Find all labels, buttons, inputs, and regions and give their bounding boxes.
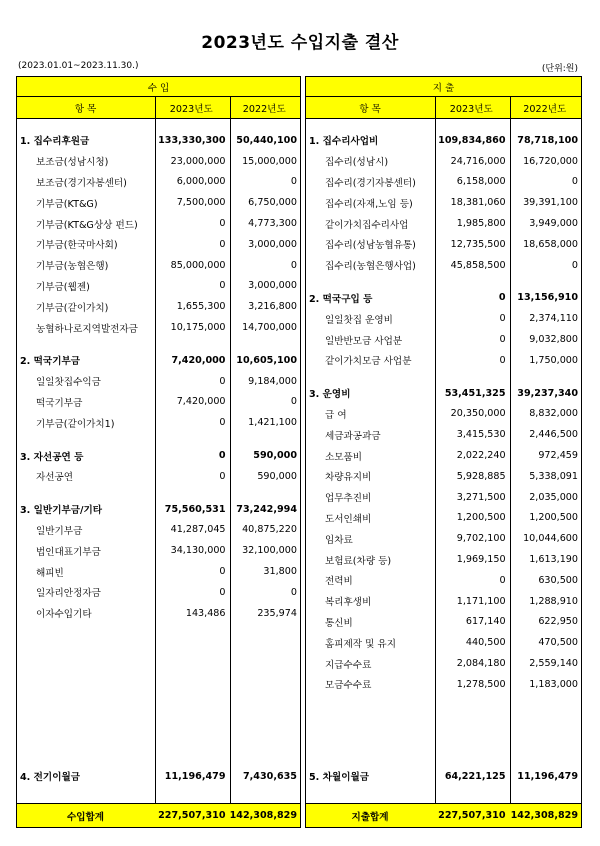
value-2022: 1,183,000 xyxy=(529,678,579,690)
value-2022: 1,200,500 xyxy=(529,512,579,524)
value-2022: 590,000 xyxy=(257,470,297,482)
item-label: 기부금(KT&G) xyxy=(36,198,98,210)
expense-item-row xyxy=(306,549,581,570)
item-label: 기부금(한국마사회) xyxy=(36,240,118,252)
income-total-row xyxy=(17,803,300,827)
value-2022: 2,559,140 xyxy=(529,658,579,670)
expense-carry-row xyxy=(306,766,581,787)
value-2022: 2,446,500 xyxy=(529,429,579,441)
value-2022: 3,949,000 xyxy=(529,218,579,230)
value-2023: 53,451,325 xyxy=(444,387,506,399)
value-2023: 1,278,500 xyxy=(456,678,506,690)
value-2023: 0 xyxy=(219,218,226,230)
value-2023: 3,271,500 xyxy=(456,491,506,503)
value-2022: 39,237,340 xyxy=(517,387,578,399)
value-2022: 9,184,000 xyxy=(248,375,297,387)
item-label: 같이가치집수리사업 xyxy=(325,219,409,231)
value-2023: 10,175,000 xyxy=(170,322,226,334)
value-2023: 0 xyxy=(219,238,226,250)
value-2023: 3,415,530 xyxy=(456,429,506,441)
value-2022: 78,718,100 xyxy=(517,134,578,146)
value-2022: 1,288,910 xyxy=(529,595,579,607)
item-label: 기부금(같이가치1) xyxy=(36,418,115,430)
expense-col-2023: 2023년도 xyxy=(449,103,493,115)
value-2023: 5,928,885 xyxy=(456,470,506,482)
item-label: 일일찻집수익금 xyxy=(36,377,101,389)
expense-item-row xyxy=(306,466,581,487)
value-2023: 2,022,240 xyxy=(456,450,506,462)
value-2022: 50,440,100 xyxy=(236,134,297,146)
value-2023: 0 xyxy=(499,313,506,325)
value-2023: 45,858,500 xyxy=(450,259,506,271)
item-label: 일일찻집 운영비 xyxy=(325,314,393,326)
income-item-row xyxy=(17,255,300,276)
income-item-row xyxy=(17,466,300,487)
expense-total-label: 지출합계 xyxy=(351,811,389,823)
value-2023: 109,834,860 xyxy=(438,134,506,146)
value-2022: 3,000,000 xyxy=(248,238,297,250)
expense-total-2022: 142,308,829 xyxy=(510,810,578,821)
value-2023: 617,140 xyxy=(465,616,506,628)
value-2023: 6,158,000 xyxy=(456,176,506,188)
value-2022: 972,459 xyxy=(538,450,579,462)
income-item-row xyxy=(17,317,300,338)
value-2023: 7,420,000 xyxy=(171,354,226,366)
item-label: 일자리안정자금 xyxy=(36,588,101,600)
income-item-row xyxy=(17,582,300,603)
income-group-row xyxy=(17,350,300,371)
expense-group-row xyxy=(306,130,581,151)
item-label: 기부금(농협은행) xyxy=(36,261,109,273)
income-group-row xyxy=(17,130,300,151)
value-2023: 0 xyxy=(498,292,506,304)
item-label: 농협하나로지역발전자금 xyxy=(36,323,138,335)
group-title: 2. 떡국구입 등 xyxy=(309,293,373,305)
value-2022: 32,100,000 xyxy=(242,545,297,557)
spacer xyxy=(306,371,581,383)
income-total-label: 수입합계 xyxy=(66,811,105,823)
item-label: 법인대표기부금 xyxy=(36,546,101,558)
item-label: 급 여 xyxy=(325,409,347,421)
expense-col-item: 항 목 xyxy=(359,103,381,115)
item-label: 도서인쇄비 xyxy=(325,513,372,525)
income-item-row xyxy=(17,412,300,433)
income-item-row xyxy=(17,151,300,172)
expense-item-row xyxy=(306,508,581,529)
item-label: 전력비 xyxy=(325,576,353,588)
expense-item-row xyxy=(306,487,581,508)
item-label: 자선공연 xyxy=(36,472,74,484)
expense-item-row xyxy=(306,612,581,633)
item-label: 집수리(농협은행사업) xyxy=(325,261,416,273)
item-label: 기부금(같이가치) xyxy=(36,302,109,314)
value-2023: 0 xyxy=(499,574,506,586)
item-label: 임차료 xyxy=(325,534,353,546)
spacer xyxy=(306,118,581,130)
income-col-2022: 2022년도 xyxy=(242,103,286,115)
value-2022: 73,242,994 xyxy=(236,503,297,515)
value-2022: 13,156,910 xyxy=(517,292,578,304)
value-2023: 0 xyxy=(219,280,226,292)
group-title: 3. 자선공연 등 xyxy=(20,451,84,463)
value-2022: 10,605,100 xyxy=(236,354,297,366)
income-item-row xyxy=(17,603,300,624)
value-2022: 0 xyxy=(571,176,579,188)
value-2023: 133,330,300 xyxy=(158,134,226,146)
item-label: 통신비 xyxy=(325,617,353,629)
value-2023: 0 xyxy=(219,566,226,578)
expense-column-header xyxy=(306,97,581,119)
expense-item-row xyxy=(306,674,581,695)
income-item-row xyxy=(17,561,300,582)
value-2023: 34,130,000 xyxy=(170,545,226,557)
value-2022: 0 xyxy=(571,259,579,271)
income-header xyxy=(17,77,300,97)
value-2022: 3,000,000 xyxy=(248,280,297,292)
value-2023: 0 xyxy=(219,586,226,598)
item-label: 차량유지비 xyxy=(325,472,372,484)
item-label: 보험료(차량 등) xyxy=(325,555,392,567)
expense-item-row xyxy=(306,570,581,591)
item-label: 소모품비 xyxy=(325,451,363,463)
value-2023: 6,000,000 xyxy=(176,176,226,188)
income-item-row xyxy=(17,371,300,392)
value-2023: 7,420,000 xyxy=(176,396,226,408)
value-2023: 0 xyxy=(219,417,226,429)
value-2022: 16,720,000 xyxy=(523,155,579,167)
value-2023: 75,560,531 xyxy=(164,503,226,515)
expense-body xyxy=(306,118,581,804)
value-2023: 64,221,125 xyxy=(444,770,506,782)
spacer xyxy=(17,338,300,350)
value-2023: 440,500 xyxy=(465,637,506,649)
expense-item-row xyxy=(306,404,581,425)
value-2023: 7,500,000 xyxy=(176,197,226,209)
value-2023: 0 xyxy=(218,450,226,462)
group-title: 1. 집수리사업비 xyxy=(309,136,379,148)
value-2023: 85,000,000 xyxy=(170,259,226,271)
income-item-row xyxy=(17,392,300,413)
group-title: 1. 집수리후원금 xyxy=(20,136,90,148)
value-2023: 18,381,060 xyxy=(450,197,506,209)
value-2023: 41,287,045 xyxy=(170,524,226,536)
value-2022: 10,044,600 xyxy=(523,533,579,545)
income-group-row xyxy=(17,445,300,466)
expense-header xyxy=(306,77,581,97)
value-2022: 2,374,110 xyxy=(529,313,579,325)
value-2022: 5,338,091 xyxy=(529,470,579,482)
income-item-row xyxy=(17,213,300,234)
value-2023: 1,200,500 xyxy=(456,512,506,524)
income-total-2022: 142,308,829 xyxy=(229,810,297,821)
item-label: 이자수입기타 xyxy=(36,609,92,621)
value-2022: 622,950 xyxy=(538,616,579,628)
expense-item-row xyxy=(306,445,581,466)
value-2023: 0 xyxy=(499,334,506,346)
expense-item-row xyxy=(306,591,581,612)
item-label: 홈피제작 및 유지 xyxy=(325,638,396,650)
value-2022: 9,032,800 xyxy=(529,334,579,346)
item-label: 보조금(성남시청) xyxy=(36,157,109,169)
expense-item-row xyxy=(306,653,581,674)
income-col-item: 항 목 xyxy=(74,103,97,115)
expense-total-row xyxy=(306,803,581,827)
expense-item-row xyxy=(306,350,581,371)
value-2023: 0 xyxy=(219,470,226,482)
income-body xyxy=(17,118,300,804)
expense-item-row xyxy=(306,424,581,445)
item-label: 기부금(웹젠) xyxy=(36,281,90,293)
value-2022: 2,035,000 xyxy=(529,491,579,503)
value-2022: 1,613,190 xyxy=(529,554,579,566)
value-2022: 18,658,000 xyxy=(523,238,579,250)
value-2022: 3,216,800 xyxy=(248,301,297,313)
expense-group-row xyxy=(306,288,581,309)
spacer xyxy=(17,433,300,445)
spacer xyxy=(17,487,300,499)
item-label: 해피빈 xyxy=(36,567,64,579)
value-2023: 143,486 xyxy=(185,607,226,619)
income-carry-row xyxy=(17,766,300,787)
income-col-2023: 2023년도 xyxy=(169,103,213,115)
expense-item-row xyxy=(306,632,581,653)
income-item-row xyxy=(17,234,300,255)
value-2023: 24,716,000 xyxy=(450,155,506,167)
value-2022: 1,421,100 xyxy=(248,417,297,429)
settlement-sheet xyxy=(16,76,582,828)
income-item-row xyxy=(17,540,300,561)
value-2022: 1,750,000 xyxy=(529,354,579,366)
value-2023: 20,350,000 xyxy=(450,408,506,420)
expense-group-row xyxy=(306,383,581,404)
value-2023: 9,702,100 xyxy=(456,533,506,545)
expense-item-row xyxy=(306,192,581,213)
value-2022: 4,773,300 xyxy=(248,218,297,230)
value-2022: 590,000 xyxy=(253,450,297,462)
item-label: 집수리(성남시) xyxy=(325,157,389,169)
expense-item-row xyxy=(306,172,581,193)
income-item-row xyxy=(17,172,300,193)
value-2023: 1,655,300 xyxy=(176,301,226,313)
value-2022: 0 xyxy=(290,396,297,408)
expense-item-row xyxy=(306,255,581,276)
group-title: 3. 일반기부금/기타 xyxy=(20,505,103,517)
income-carry-section xyxy=(17,766,300,787)
value-2022: 31,800 xyxy=(263,566,297,578)
expense-item-row xyxy=(306,213,581,234)
income-table xyxy=(16,76,301,828)
item-label: 집수리(자재,노임 등) xyxy=(325,198,413,210)
value-2022: 39,391,100 xyxy=(523,197,579,209)
value-2023: 0 xyxy=(219,375,226,387)
item-label: 세금과공과금 xyxy=(325,430,381,442)
expense-header-label: 지 출 xyxy=(432,82,455,94)
income-item-row xyxy=(17,192,300,213)
expense-table xyxy=(305,76,582,828)
income-item-row xyxy=(17,520,300,541)
item-label: 복리후생비 xyxy=(325,597,372,609)
period-label: (2023.01.01~2023.11.30.) xyxy=(18,61,139,71)
value-2023: 1,985,800 xyxy=(456,218,506,230)
value-2022: 8,832,000 xyxy=(529,408,579,420)
group-title: 5. 차월이월금 xyxy=(309,772,369,784)
item-label: 일반반모금 사업분 xyxy=(325,335,403,347)
value-2022: 0 xyxy=(290,586,297,598)
expense-item-row xyxy=(306,151,581,172)
value-2022: 11,196,479 xyxy=(517,770,578,782)
value-2023: 1,171,100 xyxy=(456,595,506,607)
value-2022: 15,000,000 xyxy=(242,155,297,167)
item-label: 집수리(성남농협유통) xyxy=(325,240,416,252)
value-2023: 2,084,180 xyxy=(456,658,506,670)
value-2023: 11,196,479 xyxy=(164,770,226,782)
unit-label: (단위:원) xyxy=(541,64,578,74)
item-label: 업무추진비 xyxy=(325,493,372,505)
expense-col-2022: 2022년도 xyxy=(523,103,567,115)
value-2023: 1,969,150 xyxy=(456,554,506,566)
value-2022: 630,500 xyxy=(538,574,579,586)
value-2023: 23,000,000 xyxy=(170,155,226,167)
item-label: 보조금(경기자봉센터) xyxy=(36,177,127,189)
expense-item-row xyxy=(306,329,581,350)
income-item-row xyxy=(17,276,300,297)
income-column-header xyxy=(17,97,300,119)
group-title: 2. 떡국기부금 xyxy=(20,356,80,368)
expense-item-row xyxy=(306,234,581,255)
income-header-label: 수 입 xyxy=(147,82,170,94)
value-2022: 0 xyxy=(290,259,297,271)
group-title: 4. 전기이월금 xyxy=(20,772,80,784)
spacer xyxy=(306,276,581,288)
item-label: 일반기부금 xyxy=(36,525,83,537)
value-2022: 0 xyxy=(290,176,297,188)
value-2022: 470,500 xyxy=(538,637,579,649)
group-title: 3. 운영비 xyxy=(309,389,351,401)
value-2022: 6,750,000 xyxy=(248,197,297,209)
page-title: 2023년도 수입지출 결산 xyxy=(201,33,399,53)
income-item-row xyxy=(17,296,300,317)
expense-item-row xyxy=(306,528,581,549)
item-label: 기부금(KT&G상상 펀드) xyxy=(36,219,138,231)
item-label: 집수리(경기자봉센터) xyxy=(325,177,416,189)
spacer xyxy=(17,118,300,130)
value-2022: 7,430,635 xyxy=(242,770,297,782)
value-2022: 235,974 xyxy=(257,607,297,619)
item-label: 모금수수료 xyxy=(325,680,372,692)
expense-total-2023: 227,507,310 xyxy=(438,810,506,821)
item-label: 지급수수료 xyxy=(325,659,372,671)
expense-item-row xyxy=(306,308,581,329)
value-2022: 14,700,000 xyxy=(242,322,297,334)
value-2023: 0 xyxy=(499,354,506,366)
income-total-2023: 227,507,310 xyxy=(158,810,226,821)
value-2023: 12,735,500 xyxy=(450,238,506,250)
item-label: 떡국기부금 xyxy=(36,397,83,409)
value-2022: 40,875,220 xyxy=(242,524,297,536)
item-label: 같이가치모금 사업분 xyxy=(325,356,412,368)
expense-carry-section xyxy=(306,766,581,787)
income-group-row xyxy=(17,499,300,520)
